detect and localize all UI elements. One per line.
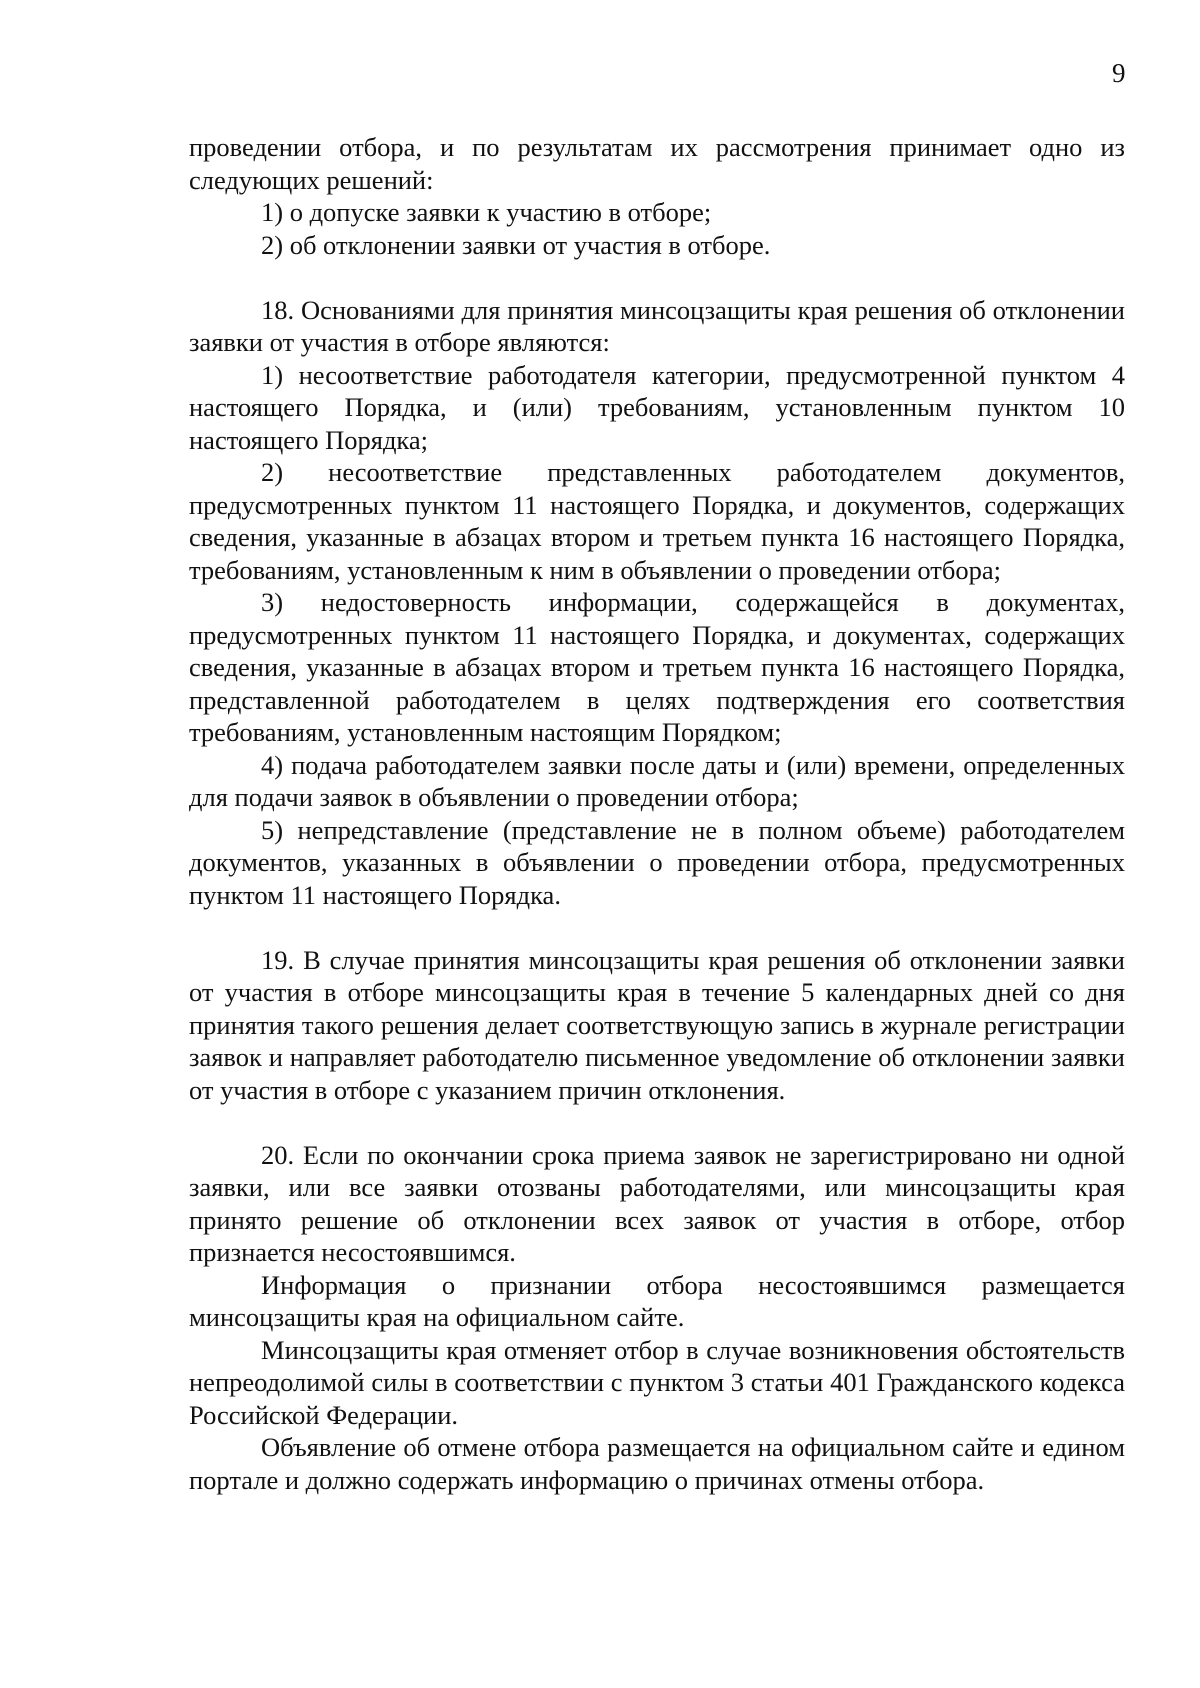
decision-item-1: 1) о допуске заявки к участию в отборе; [261,197,712,227]
clause-18-item-3: 3) недостоверность информации, содержащейся в документах, предусмотренных пунктом 11 настоящего Порядка, и документах, содержащих сведения, указанные в абзацах втором и третьем пункта 16 настоящего Порядка, представленной работодателем в целях подтверждения его соответствия требованиям, установленным настоящим Порядком; [189,587,1125,747]
document-body [189,131,1125,1496]
clause-18-item-1: 1) несоответствие работодателя категории, предусмотренной пунктом 4 настоящего Порядка, и (или) требованиям, установленным пунктом 10 настоящего Порядка; [189,359,1125,455]
clause-20: 20. Если по окончании срока приема заявок не зарегистрировано ни одной заявки, или все заявки отозваны работодателями, или минсоцзащиты края принято решение об отклонении всех заявок от участия в отборе, отбор признается несостоявшимся. [189,1139,1125,1267]
clause-18-item-2: 2) несоответствие представленных работодателем документов, предусмотренных пунктом 11 настоящего Порядка, и документов, содержащих сведения, указанные в абзацах втором и третьем пункта 16 настоящего Порядка, требованиям, установленным к ним в объявлении о проведении отбора; [189,457,1125,585]
clause-18-item-4: 4) подача работодателем заявки после даты и (или) времени, определенных для подачи заявок в объявлении о проведении отбора; [189,749,1125,812]
clause-20-paragraph-2: Информация о признании отбора несостоявшимся размещается минсоцзащиты края на официальном сайте. [189,1269,1125,1332]
clause-18-item-5: 5) непредставление (представление не в полном объеме) работодателем документов, указанных в объявлении о проведении отбора, предусмотренных пунктом 11 настоящего Порядка. [189,814,1125,910]
clause-20-paragraph-4: Объявление об отмене отбора размещается на официальном сайте и едином портале и должно содержать информацию о причинах отмены отбора. [189,1432,1125,1495]
page-number: 9 [1112,58,1126,88]
clause-19: 19. В случае принятия минсоцзащиты края решения об отклонении заявки от участия в отборе минсоцзащиты края в течение 5 календарных дней со дня принятия такого решения делает соответствующую запись в журнале регистрации заявок и направляет работодателю письменное уведомление об отклонении заявки от участия в отборе с указанием причин отклонения. [189,944,1125,1105]
clause-18: 18. Основаниями для принятия минсоцзащиты края решения об отклонении заявки от участия в отборе являются: [189,294,1125,357]
paragraph-continuation: проведении отбора, и по результатам их рассмотрения принимает одно из следующих решений: [189,132,1125,195]
clause-20-paragraph-3: Минсоцзащиты края отменяет отбор в случае возникновения обстоятельств непреодолимой силы в соответствии с пунктом 3 статьи 401 Гражданского кодекса Российской Федерации. [189,1334,1125,1430]
decision-item-2: 2) об отклонении заявки от участия в отборе. [261,229,771,260]
